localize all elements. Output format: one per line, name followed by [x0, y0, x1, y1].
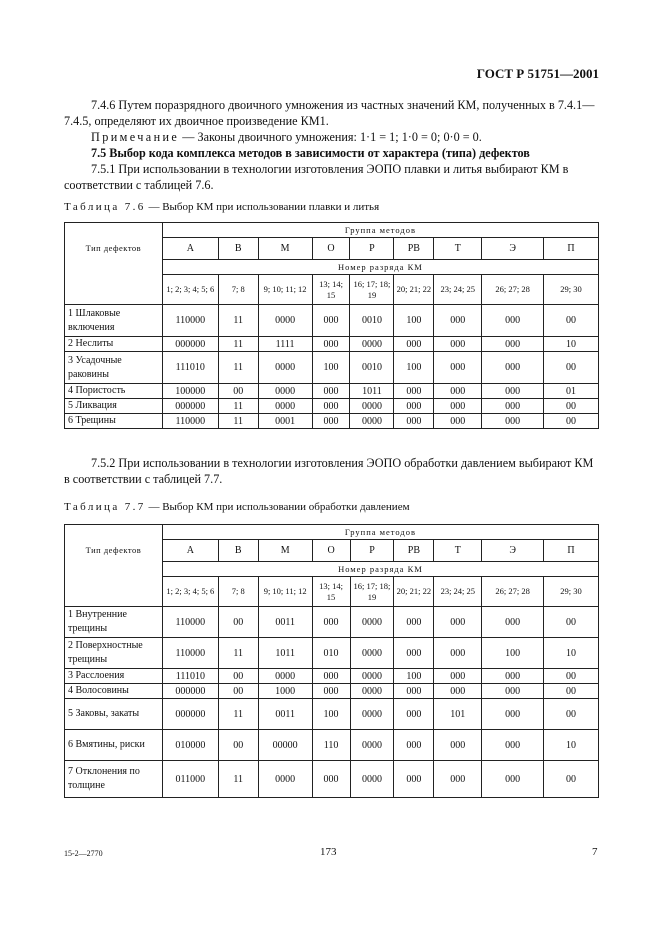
code-cell: 110 — [312, 730, 350, 761]
group-cell: Т — [434, 238, 482, 260]
code-cell: 000 — [312, 305, 350, 337]
code-cell: 00 — [544, 669, 599, 684]
page-number: 7 — [592, 846, 598, 858]
code-cell: 1011 — [258, 638, 312, 669]
digit-cell: 26; 27; 28 — [482, 577, 544, 607]
code-cell: 000 — [482, 337, 544, 352]
section-heading-7-5: 7.5 Выбор кода комплекса методов в зависимости от характера (типа) дефектов — [91, 146, 530, 160]
code-cell: 0000 — [258, 669, 312, 684]
code-cell: 000 — [482, 684, 544, 699]
code-cell: 000 — [394, 684, 434, 699]
table-row — [65, 669, 599, 684]
defect-name: 3 Расслоения — [65, 669, 163, 684]
code-cell: 000000 — [162, 684, 218, 699]
digit-cell: 9; 10; 11; 12 — [258, 275, 312, 305]
table-row — [65, 699, 599, 730]
code-cell: 0011 — [258, 607, 312, 638]
digit-cell: 13; 14; 15 — [312, 275, 350, 305]
code-cell: 000 — [312, 384, 350, 399]
table-row — [65, 352, 599, 384]
code-cell: 0011 — [258, 699, 312, 730]
code-cell: 000 — [434, 684, 482, 699]
code-cell: 101 — [434, 699, 482, 730]
code-cell: 11 — [218, 761, 258, 798]
code-cell: 100 — [394, 669, 434, 684]
code-cell: 000 — [482, 399, 544, 414]
code-cell: 100 — [394, 305, 434, 337]
standard-number: ГОСТ Р 51751—2001 — [476, 66, 599, 81]
code-cell: 000 — [482, 305, 544, 337]
group-cell: П — [544, 238, 599, 260]
code-cell: 11 — [218, 305, 258, 337]
note-text: — Законы двоичного умножения: 1·1 = 1; 1·0 = 0; 0·0 = 0. — [182, 130, 482, 144]
code-cell: 000 — [482, 730, 544, 761]
paragraph-7-5-1: 7.5.1 При использовании в технологии изготовления ЭОПО плавки и литья выбирают КМ в соответствии с таблицей 7.6. — [64, 162, 569, 192]
defect-name: 3 Усадочные раковины — [65, 352, 163, 384]
code-cell: 000 — [394, 607, 434, 638]
code-cell: 00 — [544, 761, 599, 798]
defect-name: 2 Поверхностные трещины — [65, 638, 163, 669]
code-cell: 100 — [482, 638, 544, 669]
digit-cell: 16; 17; 18; 19 — [350, 577, 394, 607]
defect-type-header: Тип дефектов — [65, 223, 163, 305]
code-cell: 11 — [218, 399, 258, 414]
table-7-6 — [64, 222, 599, 429]
code-cell: 00 — [544, 684, 599, 699]
code-cell: 000 — [434, 414, 482, 429]
code-cell: 000 — [394, 638, 434, 669]
code-cell: 00 — [544, 607, 599, 638]
code-cell: 000 — [312, 607, 350, 638]
code-cell: 0000 — [258, 399, 312, 414]
group-cell: М — [258, 238, 312, 260]
code-cell: 0001 — [258, 414, 312, 429]
print-code: 15-2—2770 — [64, 849, 103, 858]
code-cell: 000 — [482, 352, 544, 384]
code-cell: 10 — [544, 638, 599, 669]
code-cell: 000 — [394, 761, 434, 798]
code-cell: 11 — [218, 414, 258, 429]
code-cell: 000 — [394, 399, 434, 414]
digit-cell: 23; 24; 25 — [434, 275, 482, 305]
defect-name: 1 Шлаковые включения — [65, 305, 163, 337]
code-cell: 00000 — [258, 730, 312, 761]
code-cell: 000 — [434, 384, 482, 399]
code-cell: 01 — [544, 384, 599, 399]
code-cell: 0000 — [350, 638, 394, 669]
code-cell: 111010 — [162, 669, 218, 684]
method-group-header: Группа методов — [162, 223, 598, 238]
digit-cell: 26; 27; 28 — [482, 275, 544, 305]
group-cell: А — [162, 540, 218, 562]
method-group-header: Группа методов — [162, 525, 598, 540]
table-7-6-title: — Выбор КМ при использовании плавки и литья — [148, 201, 380, 213]
code-cell: 000 — [482, 607, 544, 638]
code-cell: 00 — [544, 399, 599, 414]
code-cell: 000 — [312, 684, 350, 699]
group-cell: РВ — [394, 238, 434, 260]
code-cell: 000 — [482, 414, 544, 429]
table-7-7 — [64, 524, 599, 798]
paragraph-7-4-6: 7.4.6 Путем поразрядного двоичного умножения из частных значений КМ, полученных в 7.4.1—7.4.5, определяют их двоичное произведение КМ1. — [64, 98, 595, 128]
digit-number-header: Номер разряда КМ — [162, 260, 598, 275]
code-cell: 10 — [544, 337, 599, 352]
code-cell: 000 — [434, 337, 482, 352]
group-cell: М — [258, 540, 312, 562]
code-cell: 000 — [482, 699, 544, 730]
code-cell: 00 — [544, 699, 599, 730]
digit-cell: 16; 17; 18; 19 — [350, 275, 394, 305]
digit-number-header: Номер разряда КМ — [162, 562, 598, 577]
table-row — [65, 337, 599, 352]
code-cell: 110000 — [162, 638, 218, 669]
code-cell: 0010 — [350, 305, 394, 337]
paragraph-7-5-2: 7.5.2 При использовании в технологии изготовления ЭОПО обработки давлением выбирают КМ в соответствии с таблицей 7.7. — [64, 456, 594, 486]
defect-name: 7 Отклонения по толщине — [65, 761, 163, 798]
group-cell: Э — [482, 238, 544, 260]
code-cell: 110000 — [162, 414, 218, 429]
code-cell: 000 — [312, 414, 350, 429]
code-cell: 0000 — [258, 352, 312, 384]
code-cell: 110000 — [162, 607, 218, 638]
defect-name: 6 Вмятины, риски — [65, 730, 163, 761]
digit-cell: 20; 21; 22 — [394, 577, 434, 607]
code-cell: 0000 — [258, 761, 312, 798]
defect-name: 2 Неслиты — [65, 337, 163, 352]
table-row — [65, 684, 599, 699]
defect-name: 5 Ликвация — [65, 399, 163, 414]
code-cell: 0000 — [350, 399, 394, 414]
code-cell: 1011 — [350, 384, 394, 399]
code-cell: 000 — [434, 669, 482, 684]
code-cell: 000 — [312, 669, 350, 684]
note — [64, 129, 600, 145]
group-cell: В — [218, 540, 258, 562]
code-cell: 0000 — [350, 607, 394, 638]
code-cell: 000 — [312, 399, 350, 414]
code-cell: 11 — [218, 352, 258, 384]
digit-cell: 29; 30 — [544, 577, 599, 607]
code-cell: 00 — [544, 352, 599, 384]
table-row — [65, 761, 599, 798]
group-cell: Р — [350, 238, 394, 260]
digit-cell: 13; 14; 15 — [312, 577, 350, 607]
group-cell: П — [544, 540, 599, 562]
page-number-center: 173 — [320, 846, 337, 858]
defect-name: 1 Внутренние трещины — [65, 607, 163, 638]
code-cell: 0000 — [350, 699, 394, 730]
group-cell: О — [312, 540, 350, 562]
code-cell: 100 — [394, 352, 434, 384]
group-cell: Т — [434, 540, 482, 562]
code-cell: 0000 — [350, 684, 394, 699]
code-cell: 010 — [312, 638, 350, 669]
code-cell: 0000 — [258, 384, 312, 399]
code-cell: 00 — [218, 684, 258, 699]
code-cell: 000 — [394, 730, 434, 761]
table-row — [65, 399, 599, 414]
defect-name: 6 Трещины — [65, 414, 163, 429]
code-cell: 0000 — [350, 730, 394, 761]
digit-cell: 20; 21; 22 — [394, 275, 434, 305]
code-cell: 000 — [394, 337, 434, 352]
code-cell: 00 — [218, 607, 258, 638]
code-cell: 11 — [218, 699, 258, 730]
code-cell: 000 — [434, 761, 482, 798]
table-row — [65, 607, 599, 638]
group-cell: Э — [482, 540, 544, 562]
group-cell: В — [218, 238, 258, 260]
code-cell: 0010 — [350, 352, 394, 384]
code-cell: 00 — [218, 669, 258, 684]
group-cell: Р — [350, 540, 394, 562]
code-cell: 0000 — [350, 414, 394, 429]
code-cell: 00 — [218, 730, 258, 761]
digit-cell: 1; 2; 3; 4; 5; 6 — [162, 275, 218, 305]
table-row — [65, 638, 599, 669]
group-cell: О — [312, 238, 350, 260]
code-cell: 0000 — [350, 761, 394, 798]
code-cell: 1111 — [258, 337, 312, 352]
table-row — [65, 414, 599, 429]
digit-cell: 1; 2; 3; 4; 5; 6 — [162, 577, 218, 607]
code-cell: 000000 — [162, 399, 218, 414]
code-cell: 110000 — [162, 305, 218, 337]
defect-type-header: Тип дефектов — [65, 525, 163, 607]
code-cell: 000 — [482, 761, 544, 798]
code-cell: 100 — [312, 352, 350, 384]
code-cell: 11 — [218, 337, 258, 352]
defect-name: 4 Пористость — [65, 384, 163, 399]
code-cell: 000 — [312, 761, 350, 798]
code-cell: 11 — [218, 638, 258, 669]
code-cell: 000 — [482, 669, 544, 684]
code-cell: 000000 — [162, 337, 218, 352]
code-cell: 00 — [544, 305, 599, 337]
table-7-7-caption — [64, 501, 410, 513]
code-cell: 000 — [394, 699, 434, 730]
code-cell: 010000 — [162, 730, 218, 761]
group-cell: А — [162, 238, 218, 260]
code-cell: 00 — [544, 414, 599, 429]
code-cell: 000 — [482, 384, 544, 399]
code-cell: 0000 — [350, 337, 394, 352]
note-label: Примечание — [91, 130, 180, 144]
table-row — [65, 730, 599, 761]
table-7-7-label: Таблица 7.7 — [64, 501, 146, 513]
digit-cell: 9; 10; 11; 12 — [258, 577, 312, 607]
code-cell: 0000 — [258, 305, 312, 337]
code-cell: 000000 — [162, 699, 218, 730]
code-cell: 000 — [434, 638, 482, 669]
table-7-6-caption — [64, 201, 379, 213]
code-cell: 1000 — [258, 684, 312, 699]
defect-name: 4 Волосовины — [65, 684, 163, 699]
digit-cell: 29; 30 — [544, 275, 599, 305]
code-cell: 111010 — [162, 352, 218, 384]
table-row — [65, 384, 599, 399]
group-cell: РВ — [394, 540, 434, 562]
code-cell: 000 — [434, 352, 482, 384]
code-cell: 000 — [434, 399, 482, 414]
code-cell: 011000 — [162, 761, 218, 798]
code-cell: 100 — [312, 699, 350, 730]
code-cell: 000 — [394, 414, 434, 429]
code-cell: 00 — [218, 384, 258, 399]
code-cell: 000 — [312, 337, 350, 352]
code-cell: 000 — [434, 607, 482, 638]
table-7-6-label: Таблица 7.6 — [64, 201, 146, 213]
code-cell: 000 — [394, 384, 434, 399]
code-cell: 0000 — [350, 669, 394, 684]
digit-cell: 7; 8 — [218, 577, 258, 607]
defect-name: 5 Заковы, закаты — [65, 699, 163, 730]
digit-cell: 7; 8 — [218, 275, 258, 305]
table-7-7-title: — Выбор КМ при использовании обработки давлением — [148, 501, 410, 513]
table-row — [65, 305, 599, 337]
code-cell: 000 — [434, 305, 482, 337]
code-cell: 000 — [434, 730, 482, 761]
code-cell: 10 — [544, 730, 599, 761]
digit-cell: 23; 24; 25 — [434, 577, 482, 607]
code-cell: 100000 — [162, 384, 218, 399]
